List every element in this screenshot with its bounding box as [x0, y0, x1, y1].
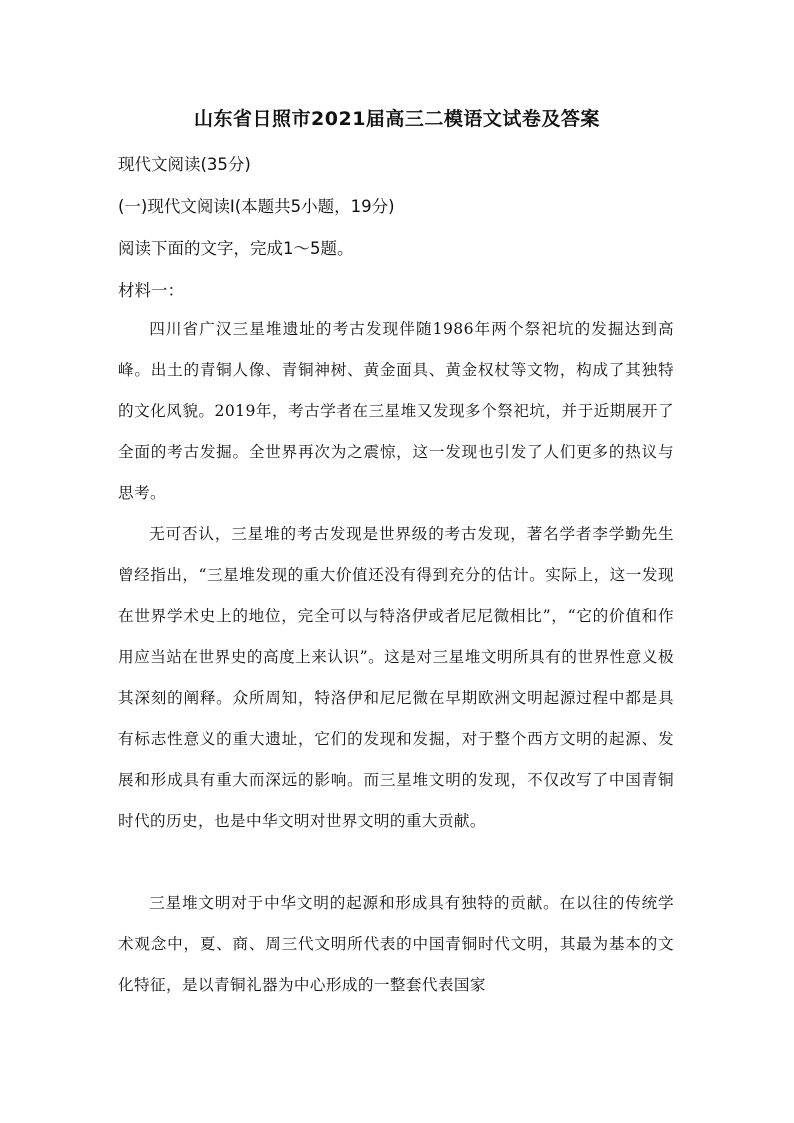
- material-label: 材料一：: [118, 281, 184, 300]
- section-heading: 现代文阅读(35分): [118, 155, 251, 174]
- instruction-text: 阅读下面的文字，完成1～5题。: [118, 239, 354, 258]
- document-title: 山东省日照市2021届高三二模语文试卷及答案: [194, 108, 600, 130]
- paragraph-2: 无可否认，三星堆的考古发现是世界级的考古发现，著名学者李学勤先生曾经指出，“三星堆发现的重大价值还没有得到充分的估计。实际上，这一发现在世界学术史上的地位，完全可以与特洛伊或者尼尼微相比”，“它的价值和作用应当站在世界史的高度上来认识”。这是对三星堆文明所具有的世界性意义极其深刻的阐释。众所周知，特洛伊和尼尼微在早期欧洲文明起源过程中都是具有标志性意义的重大遗址，它们的发现和发掘，对于整个西方文明的起源、发展和形成具有重大而深远的影响。而三星堆文明的发现，不仅改写了中国青铜时代的历史，也是中华文明对世界文明的重大贡献。: [118, 525, 674, 830]
- sub-heading: (一)现代文阅读Ⅰ(本题共5小题，19分): [118, 197, 395, 216]
- paragraph-3: 三星堆文明对于中华文明的起源和形成具有独特的贡献。在以往的传统学术观念中，夏、商、周三代文明所代表的中国青铜时代文明，其最为基本的文化特征，是以青铜礼器为中心形成的一整套代表国家: [118, 894, 674, 994]
- paragraph-1: 四川省广汉三星堆遗址的考古发现伴随1986年两个祭祀坑的发掘达到高峰。出土的青铜人像、青铜神树、黄金面具、黄金权杖等文物，构成了其独特的文化风貌。2019年，考古学者在三星堆又发现多个祭祀坑，并于近期展开了全面的考古发掘。全世界再次为之震惊，这一发现也引发了人们更多的热议与思考。: [118, 320, 674, 502]
